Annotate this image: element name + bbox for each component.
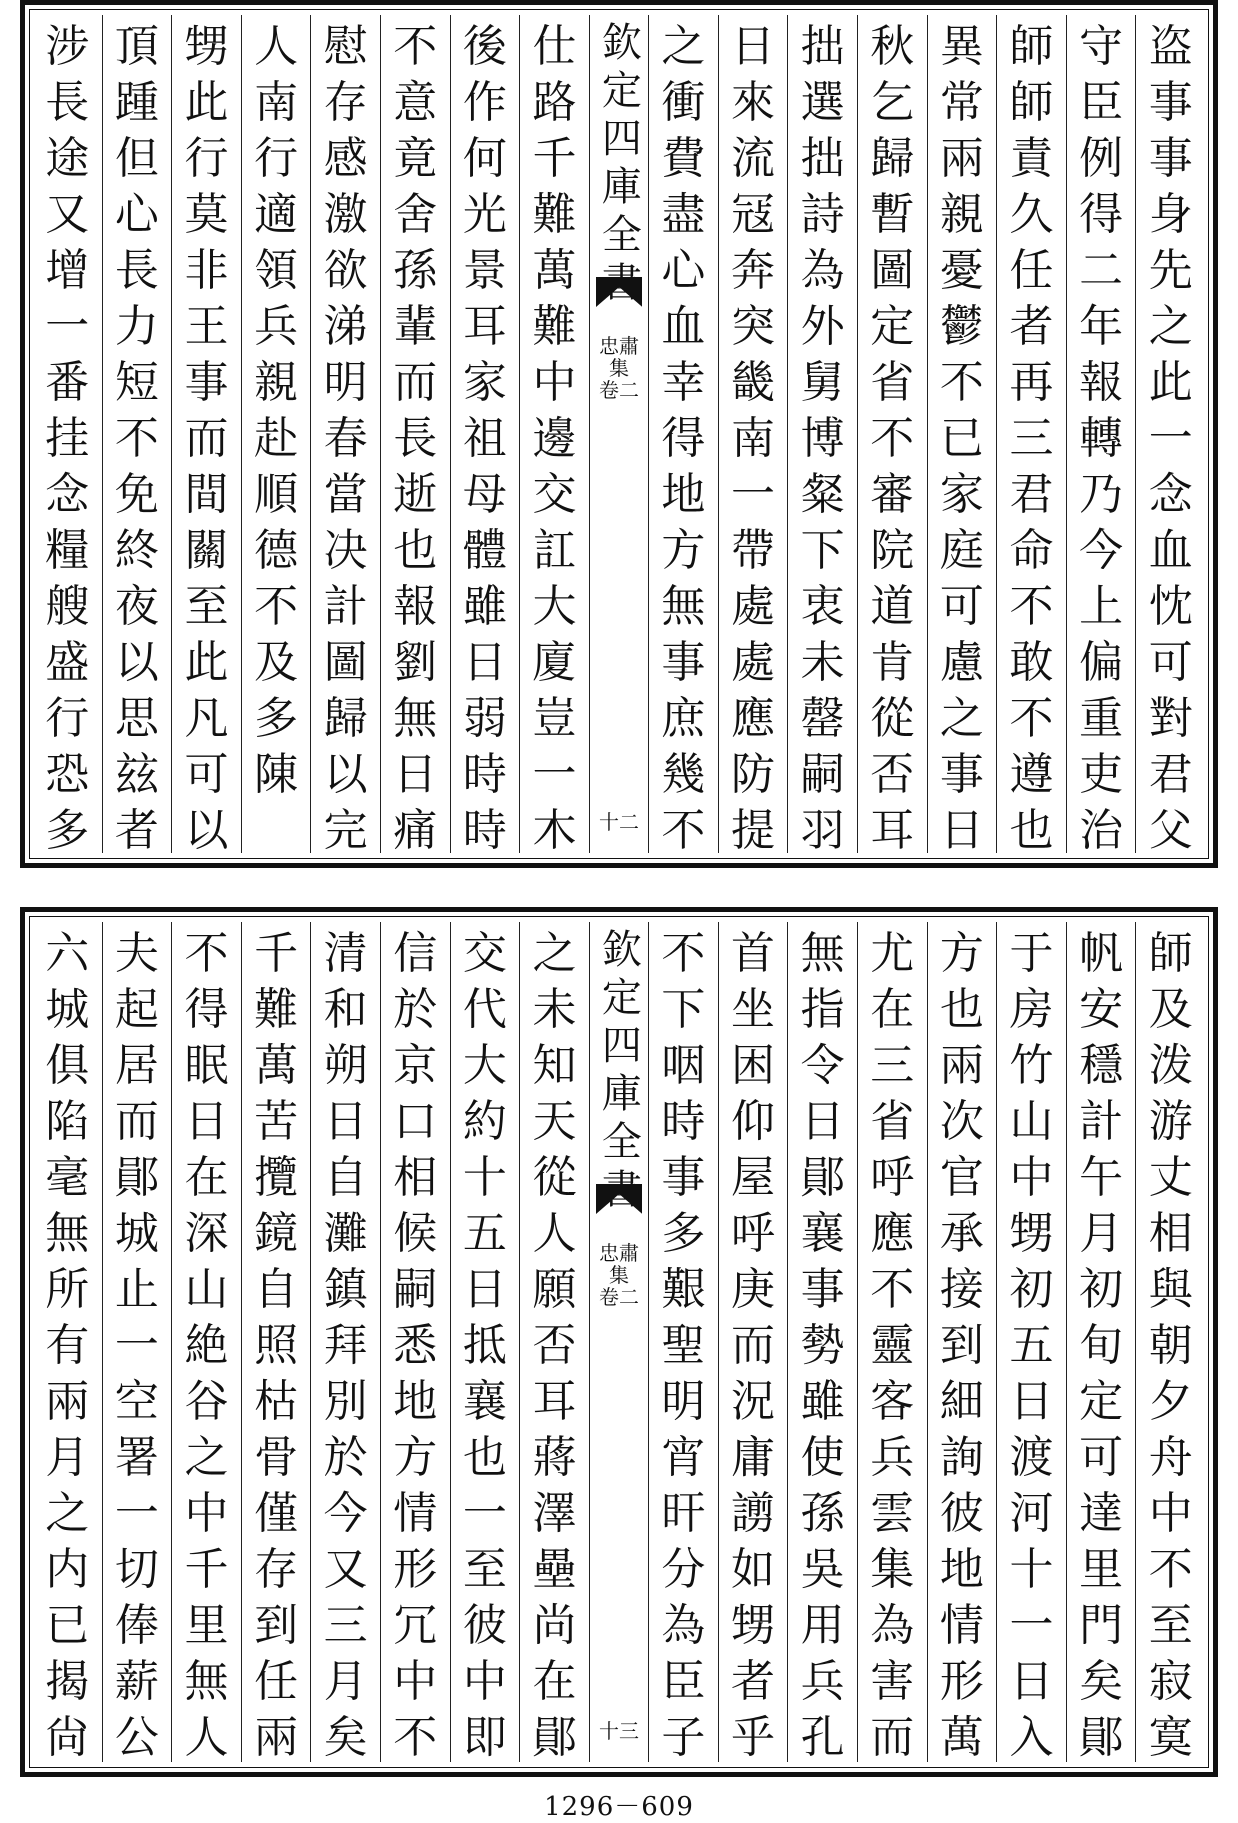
text-column: 異常兩親憂鬱不已家庭可慮之事日 — [927, 15, 997, 853]
volume-label: 卷二 — [598, 1285, 639, 1309]
text-column: 頂踵但心長力短不免終夜以思玆者 — [102, 15, 172, 853]
folio-number: 十二 — [598, 810, 639, 834]
text-column: 涉長途又增一番挂念糧艘盛行恐多 — [45, 21, 90, 853]
text-column: 拙選拙詩為外舅博粲下衷未罄嗣羽 — [787, 15, 857, 853]
fish-tail-icon — [596, 277, 642, 307]
series-title: 欽定四庫全 — [601, 927, 642, 1165]
text-column: 人南行適領兵親赴順德不及多陳 — [241, 15, 311, 853]
text-column: 之未知天從人願否耳蔣澤壘尚在鄖 — [519, 922, 589, 1762]
text-column: 師師責久任者再三君命不敢不遵也 — [996, 15, 1066, 853]
folio-number: 十三 — [598, 1719, 639, 1743]
book-title: 忠肅集 — [598, 334, 639, 380]
center-margin — [589, 15, 648, 853]
text-column: 尤在三省呼應不靈客兵雲集為害而 — [857, 922, 927, 1762]
volume-label: 卷二 — [598, 378, 639, 402]
text-column: 方也兩次官承接到細詢彼地情形萬 — [927, 922, 997, 1762]
center-margin — [589, 922, 648, 1762]
text-column: 清和朔日自灘鎮拜別於今又三月矣 — [310, 922, 380, 1762]
text-column: 守臣例得二年報轉乃今上偏重吏治 — [1066, 15, 1136, 853]
text-column: 信於京口相候嗣悉地方情形冗中不 — [380, 922, 450, 1762]
text-column: 交代大約十五日抵襄也一至彼中即 — [450, 922, 520, 1762]
text-column: 夫起居而鄖城止一空署一切俸薪公 — [102, 922, 172, 1762]
text-column: 不意竟舍孫輩而長逝也報劉無日痛 — [380, 15, 450, 853]
text-column: 無指令日鄖襄事勢雖使孫吳用兵孔 — [787, 922, 857, 1762]
text-column: 盗事事身先之此一念血忱可對君父 — [1135, 15, 1205, 853]
text-column: 于房竹山中甥初五日渡河十一日入 — [996, 922, 1066, 1762]
text-column: 帆安穩計午月初旬定可達里門矣鄖 — [1066, 922, 1136, 1762]
text-column: 千難萬苦攬鏡自照枯骨僅存到任兩 — [241, 922, 311, 1762]
text-column: 不下咽時事多艱聖明宵旰分為臣子 — [648, 922, 718, 1762]
text-column: 之衝費盡心血幸得地方無事庶幾不 — [648, 15, 718, 853]
page-bottom — [20, 907, 1218, 1777]
text-column: 師及泼游丈相與朝夕舟中不至寂寞 — [1135, 922, 1205, 1762]
text-column: 不得眠日在深山絶谷之中千里無人 — [171, 922, 241, 1762]
book-title: 忠肅集 — [598, 1241, 639, 1287]
page-top — [20, 0, 1218, 868]
text-column: 首坐困仰屋呼庚而況庸謭如甥者乎 — [718, 922, 788, 1762]
text-column: 慰存感激欲涕明春當决計圖歸以完 — [310, 15, 380, 853]
text-column: 六城俱陷毫無所有兩月之内已揭尙 — [45, 928, 90, 1762]
fish-tail-icon — [596, 1184, 642, 1214]
text-columns-top — [33, 15, 1205, 853]
series-title: 欽定四庫全 — [601, 20, 642, 258]
text-columns-bottom — [33, 922, 1205, 1762]
text-column: 日來流冦奔突畿南一帶處處應防提 — [718, 15, 788, 853]
text-column: 秋乞歸暫圖定省不審院道肯從否耳 — [857, 15, 927, 853]
text-column: 甥此行莫非王事而間關至此凡可以 — [171, 15, 241, 853]
page-number: 1296－609 — [544, 1792, 694, 1822]
text-column: 仕路千難萬難中邊交訌大廈豈一木 — [519, 15, 589, 853]
text-column: 後作何光景耳家祖母體雖日弱時時 — [450, 15, 520, 853]
